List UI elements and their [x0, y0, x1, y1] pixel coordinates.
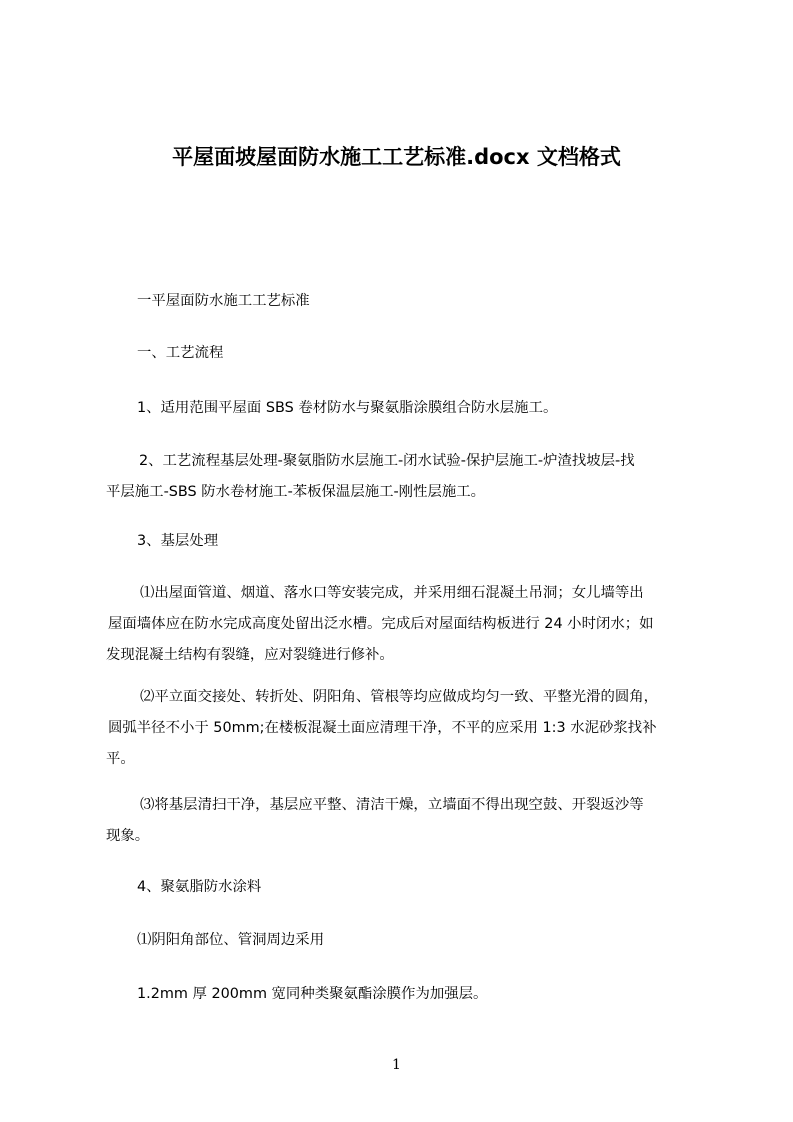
- text-line: 平。: [106, 751, 135, 767]
- paragraph-base-treatment-1: [106, 578, 706, 671]
- subsection-heading: 一、工艺流程: [137, 345, 224, 361]
- text-line: ⑴出屋面管道、烟道、落水口等安装完成，并采用细石混凝土吊洞；女儿墙等出: [140, 585, 644, 601]
- subsection-heading: 4、聚氨脂防水涂料: [137, 879, 262, 895]
- subsection-heading: 3、基层处理: [137, 533, 219, 549]
- text-line: 现象。: [106, 828, 150, 844]
- paragraph-process-flow: [106, 446, 706, 508]
- text-line: 2、工艺流程基层处理-聚氨脂防水层施工-闭水试验-保护层施工-炉渣找坡层-找: [139, 453, 635, 469]
- text-line: 屋面墙体应在防水完成高度处留出泛水槽。完成后对屋面结构板进行 24 小时闭水；如: [108, 616, 654, 632]
- page-number: 1: [392, 1057, 401, 1073]
- text-line: 平层施工-SBS 防水卷材施工-苯板保温层施工-刚性层施工。: [106, 484, 486, 500]
- text-line: 发现混凝土结构有裂缝，应对裂缝进行修补。: [106, 647, 394, 663]
- document-title: 平屋面坡屋面防水施工工艺标准.docx 文档格式: [172, 145, 621, 169]
- paragraph-base-treatment-3: [106, 790, 706, 852]
- text-line: 圆弧半径不小于 50mm;在楼板混凝土面应清理干净，不平的应采用 1:3 水泥砂浆找补: [108, 720, 657, 736]
- paragraph-scope: 1、适用范围平屋面 SBS 卷材防水与聚氨脂涂膜组合防水层施工。: [137, 400, 558, 416]
- text-line: ⑵平立面交接处、转折处、阴阳角、管根等均应做成均匀一致、平整光滑的圆角，: [140, 689, 659, 705]
- paragraph-base-treatment-2: [106, 682, 706, 775]
- section-heading: 一平屋面防水施工工艺标准: [137, 293, 310, 309]
- paragraph-coating-2: 1.2mm 厚 200mm 宽同种类聚氨酯涂膜作为加强层。: [137, 986, 488, 1002]
- text-line: ⑶将基层清扫干净，基层应平整、清洁干燥，立墙面不得出现空鼓、开裂返沙等: [140, 797, 644, 813]
- paragraph-coating-1: ⑴阴阳角部位、管洞周边采用: [137, 932, 325, 948]
